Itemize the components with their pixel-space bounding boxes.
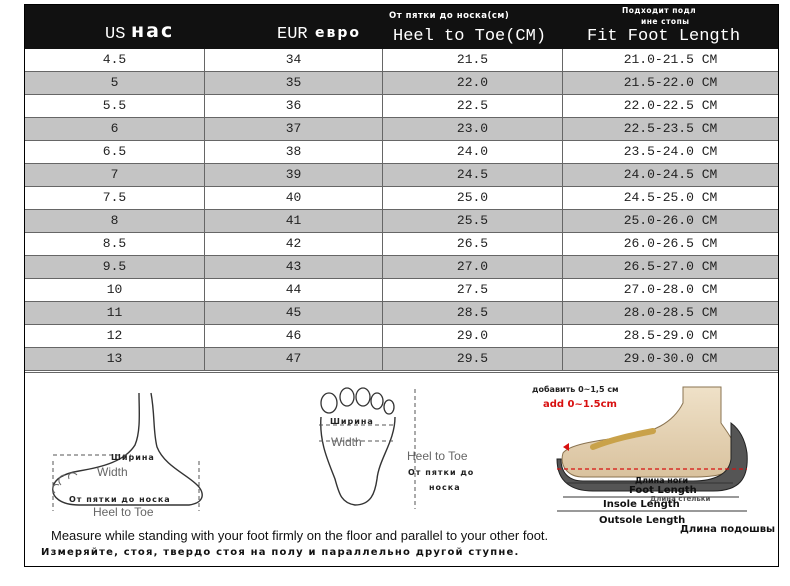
size-chart: [24, 4, 779, 567]
table-row: [25, 49, 778, 72]
us-cell: 13: [25, 348, 205, 370]
top-width-en: Width: [331, 435, 362, 449]
measure-note-en: Measure while standing with your foot firmly on the floor and parallel to your other foot.: [51, 528, 549, 543]
table-row: [25, 302, 778, 325]
heel-cell: 27.0: [383, 256, 563, 278]
table-row: [25, 279, 778, 302]
heel-cell: 27.5: [383, 279, 563, 301]
fit-cell: 21.0-21.5 CM: [623, 52, 718, 67]
eur-cell: 46: [205, 325, 383, 347]
table-row: [25, 95, 778, 118]
shoe-foot-ru: Длина ноги: [635, 476, 689, 485]
table-row: [25, 141, 778, 164]
heel-cell: 22.0: [383, 72, 563, 94]
header-fit-ru-1: Подходит подл: [622, 6, 697, 15]
us-cell: 9.5: [25, 256, 205, 278]
shoe-add-ru: добавить 0~1,5 см: [532, 385, 619, 394]
header-eur-ru: евро: [315, 25, 361, 41]
eur-cell: 40: [205, 187, 383, 209]
fit-cell: 22.0-22.5 CM: [623, 98, 718, 113]
heel-cell: 21.5: [383, 49, 563, 71]
eur-cell: 43: [205, 256, 383, 278]
table-row: [25, 187, 778, 210]
heel-cell: 22.5: [383, 95, 563, 117]
side-heel-ru: От пятки до носка: [69, 495, 171, 504]
heel-cell: 29.5: [383, 348, 563, 370]
heel-cell: 29.0: [383, 325, 563, 347]
shoe-outsole-en: Outsole Length: [599, 515, 686, 526]
eur-cell: 44: [205, 279, 383, 301]
header-fit-ru-2: ине стопы: [641, 17, 690, 26]
table-row: [25, 164, 778, 187]
us-cell: 6.5: [25, 141, 205, 163]
header-heel: [383, 5, 563, 49]
heel-cell: 28.5: [383, 302, 563, 324]
fit-cell: 21.5-22.0 CM: [623, 75, 718, 90]
fit-cell: 24.5-25.0 CM: [623, 190, 718, 205]
us-cell: 5.5: [25, 95, 205, 117]
top-heel-ru-1: От пятки до: [408, 468, 475, 477]
us-cell: 7.5: [25, 187, 205, 209]
eur-cell: 38: [205, 141, 383, 163]
us-cell: 8.5: [25, 233, 205, 255]
us-cell: 7: [25, 164, 205, 186]
fit-cell: 28.5-29.0 CM: [623, 328, 718, 343]
top-width-ru: Ширина: [330, 417, 374, 426]
table-row: [25, 256, 778, 279]
header-fit: [563, 5, 778, 49]
top-heel-ru-2: носка: [429, 483, 461, 492]
side-heel-en: Heel to Toe: [93, 505, 154, 519]
heel-cell: 24.0: [383, 141, 563, 163]
eur-cell: 36: [205, 95, 383, 117]
fit-cell: 26.5-27.0 CM: [623, 259, 718, 274]
fit-cell: 22.5-23.5 CM: [623, 121, 718, 136]
eur-cell: 35: [205, 72, 383, 94]
table-row: [25, 72, 778, 95]
side-width-en: Width: [97, 465, 128, 479]
eur-cell: 45: [205, 302, 383, 324]
table-row: [25, 233, 778, 256]
table-row: [25, 210, 778, 233]
top-heel-en: Heel to Toe: [407, 449, 468, 463]
header-us-label: US: [105, 25, 126, 44]
side-width-ru: Ширина: [111, 453, 155, 462]
heel-cell: 24.5: [383, 164, 563, 186]
table-row: [25, 118, 778, 141]
fit-cell: 28.0-28.5 CM: [623, 305, 718, 320]
header-us-ru: нас: [131, 20, 175, 42]
measurement-guide: [25, 372, 778, 567]
fit-cell: 29.0-30.0 CM: [623, 351, 718, 366]
eur-cell: 37: [205, 118, 383, 140]
us-cell: 6: [25, 118, 205, 140]
fit-cell: 26.0-26.5 CM: [623, 236, 718, 251]
eur-cell: 47: [205, 348, 383, 370]
header-us: [25, 5, 205, 49]
heel-cell: 23.0: [383, 118, 563, 140]
table-row: [25, 325, 778, 348]
shoe-foot-en: Foot Length: [629, 485, 697, 496]
fit-cell: 23.5-24.0 CM: [623, 144, 718, 159]
header-eur-label: EUR: [277, 25, 308, 44]
us-cell: 4.5: [25, 49, 205, 71]
us-cell: 12: [25, 325, 205, 347]
header-heel-label: Heel to Toe(CM): [393, 27, 547, 46]
eur-cell: 41: [205, 210, 383, 232]
size-table-body: [25, 49, 778, 371]
header-fit-label: Fit Foot Length: [587, 27, 741, 46]
header-eur: [205, 5, 383, 49]
measure-note-ru: Измеряйте, стоя, твердо стоя на полу и параллельно другой ступне.: [41, 547, 520, 558]
heel-cell: 25.5: [383, 210, 563, 232]
header-heel-ru: От пятки до носка(см): [389, 11, 510, 21]
table-row: [25, 348, 778, 371]
shoe-insole-en: Insole Length: [603, 499, 680, 510]
us-cell: 8: [25, 210, 205, 232]
heel-cell: 25.0: [383, 187, 563, 209]
eur-cell: 39: [205, 164, 383, 186]
us-cell: 5: [25, 72, 205, 94]
shoe-add-en: add 0~1.5cm: [543, 399, 617, 410]
us-cell: 11: [25, 302, 205, 324]
shoe-insole-ru: Длина стельки: [650, 495, 711, 503]
fit-cell: 25.0-26.0 CM: [623, 213, 718, 228]
table-header: [25, 5, 778, 49]
eur-cell: 34: [205, 49, 383, 71]
fit-cell: 27.0-28.0 CM: [623, 282, 718, 297]
shoe-outsole-ru: Длина подошвы: [680, 524, 776, 535]
heel-cell: 26.5: [383, 233, 563, 255]
eur-cell: 42: [205, 233, 383, 255]
fit-cell: 24.0-24.5 CM: [623, 167, 718, 182]
us-cell: 10: [25, 279, 205, 301]
